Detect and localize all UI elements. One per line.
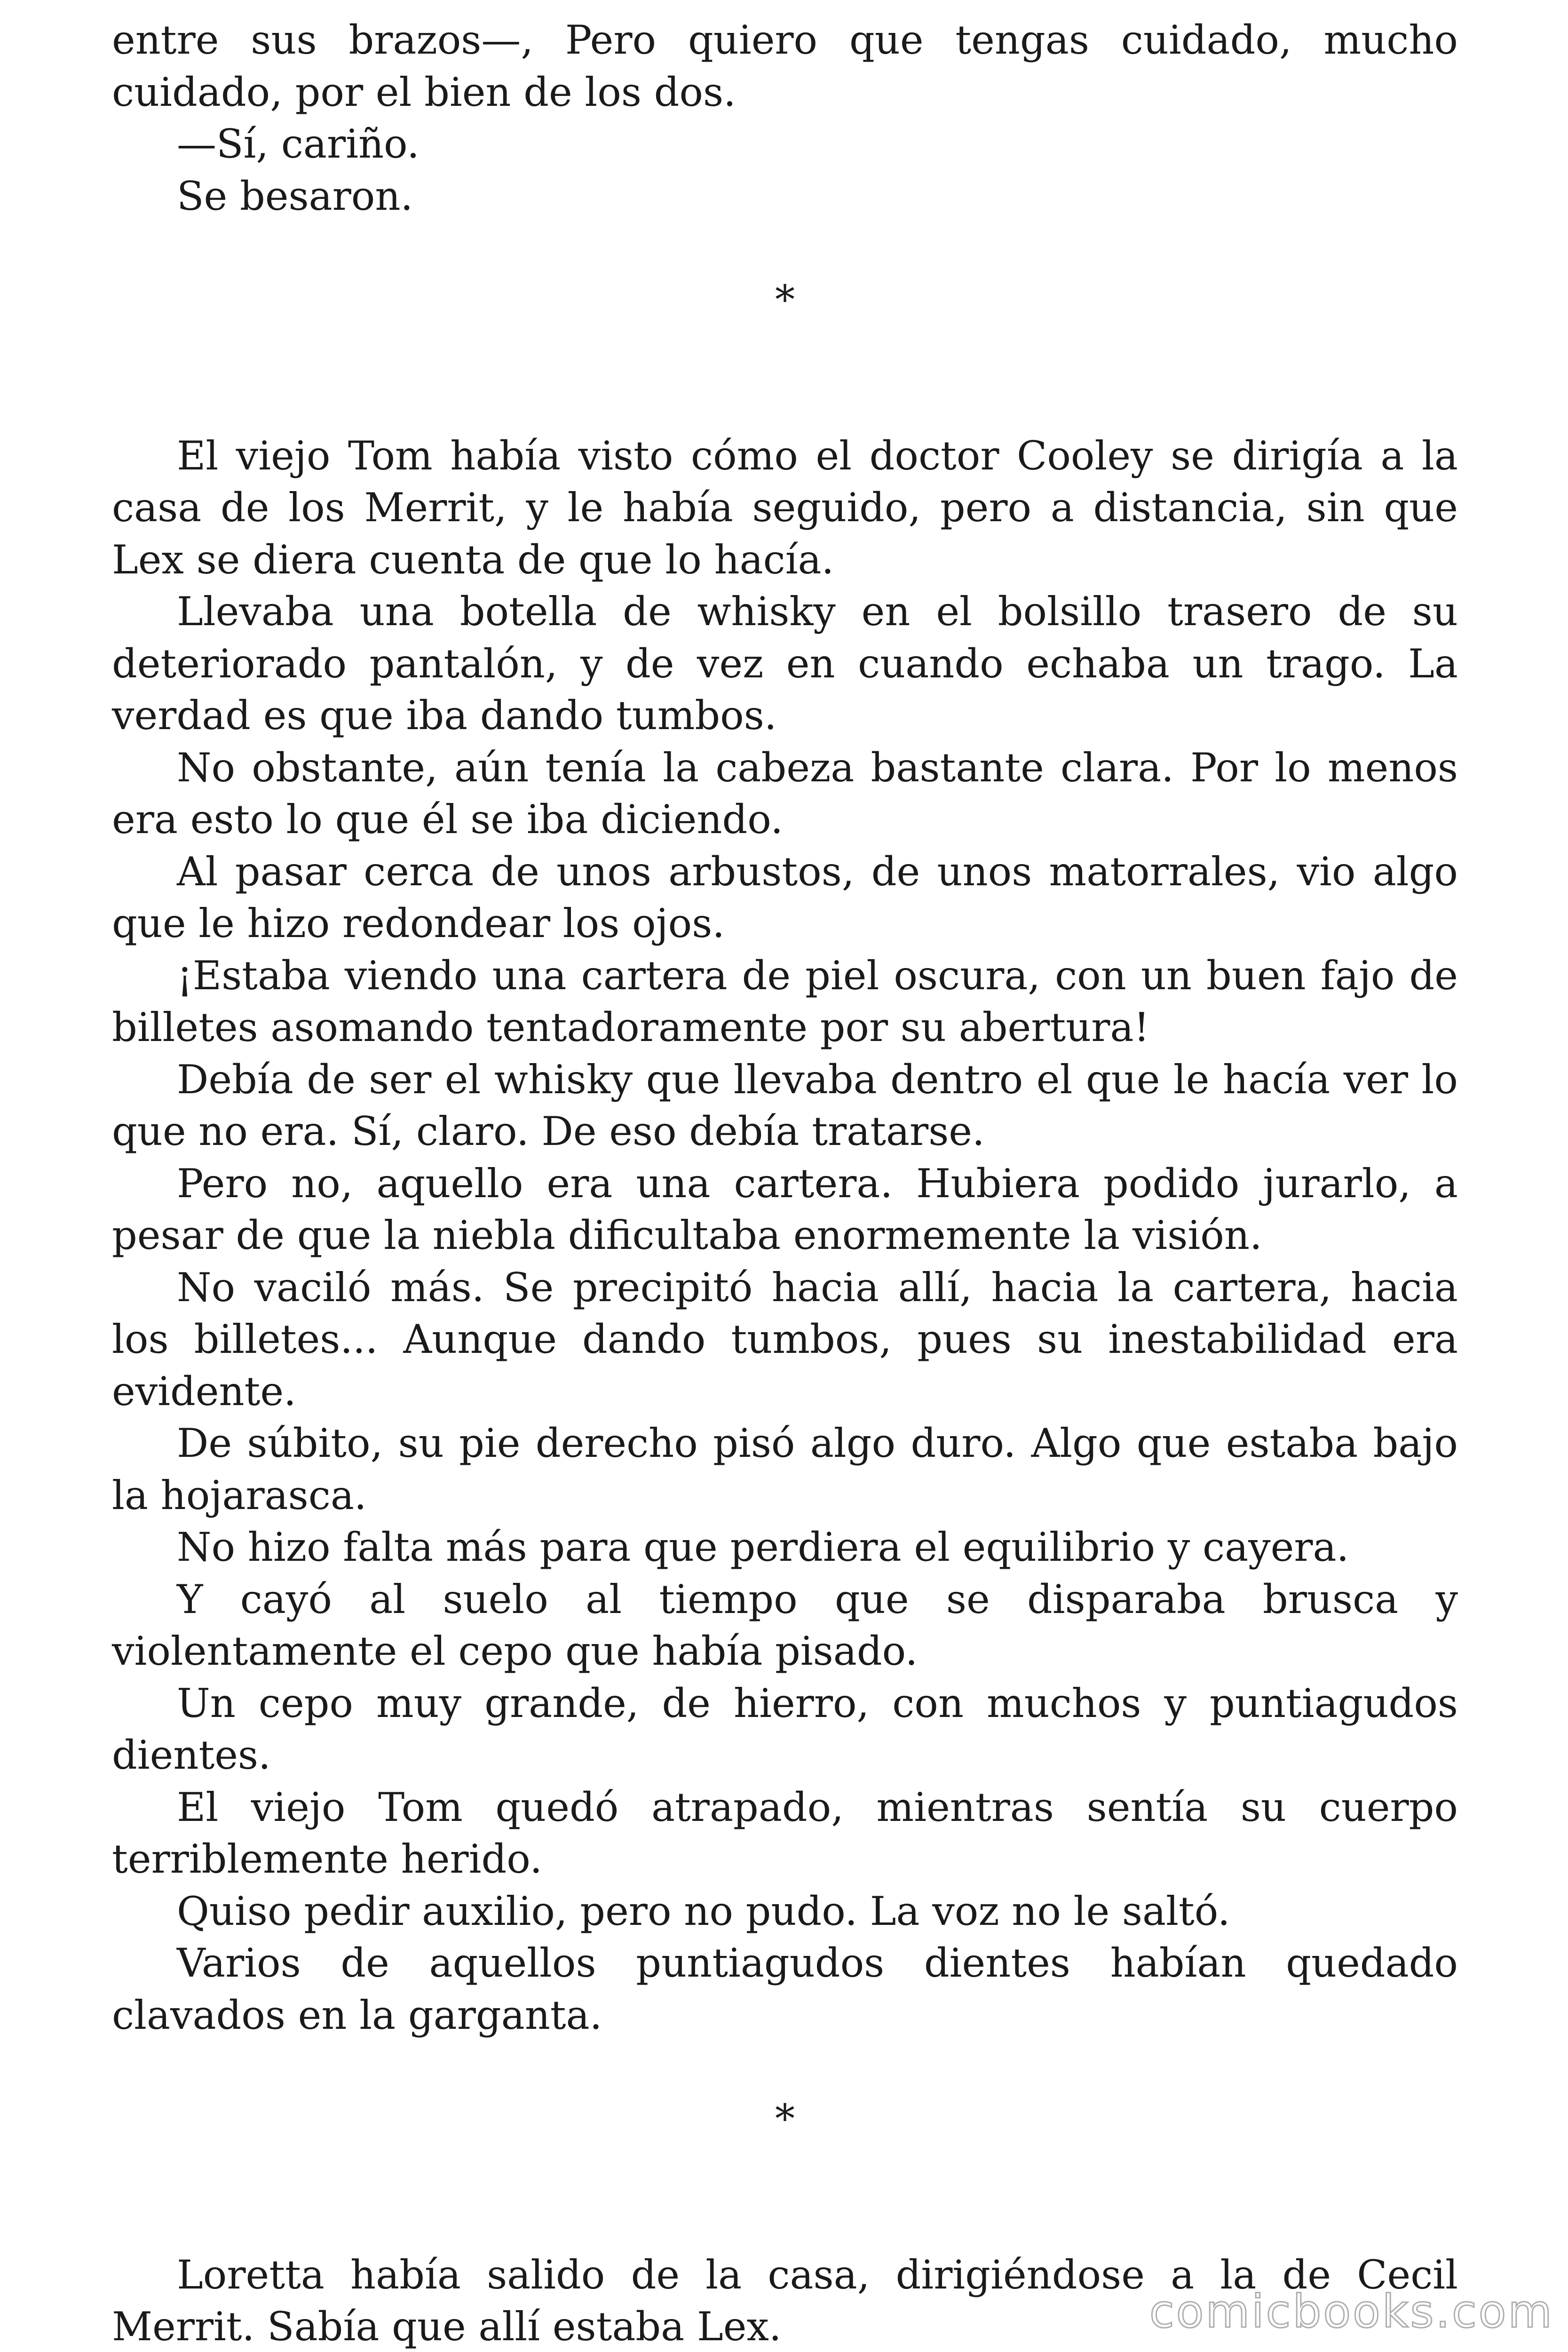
paragraph: Llevaba una botella de whisky en el bolsillo trasero de su deteriorado pantalón, y de vez en cuando echaba un trago. La verdad es que iba dando tumbos.: [112, 588, 1458, 739]
paragraph: No obstante, aún tenía la cabeza bastante clara. Por lo menos era esto lo que él se iba diciendo.: [112, 744, 1458, 842]
paragraph: Loretta había salido de la casa, dirigiéndose a la de Cecil Merrit. Sabía que allí estaba Lex.: [112, 2251, 1458, 2350]
paragraph: Y cayó al suelo al tiempo que se disparaba brusca y violentamente el cepo que había pisado.: [112, 1576, 1458, 1674]
paragraph: —Sí, cariño.: [177, 121, 420, 167]
paragraph: Debía de ser el whisky que llevaba dentro el que le hacía ver lo que no era. Sí, claro. De eso debía tratarse.: [112, 1056, 1458, 1154]
paragraph: No vaciló más. Se precipitó hacia allí, hacia la cartera, hacia los billetes... Aunque dando tumbos, pues su inestabilidad era evidente.: [112, 1264, 1458, 1414]
section-break: *: [775, 2096, 795, 2142]
paragraph: Varios de aquellos puntiagudos dientes habían quedado clavados en la garganta.: [112, 1940, 1458, 2038]
book-page: [112, 14, 1458, 2352]
paragraph: Al pasar cerca de unos arbustos, de unos matorrales, vio algo que le hizo redondear los ojos.: [112, 848, 1458, 946]
paragraph: El viejo Tom quedó atrapado, mientras sentía su cuerpo terriblemente herido.: [112, 1784, 1458, 1882]
paragraph: Pero no, aquello era una cartera. Hubiera podido jurarlo, a pesar de que la niebla dificultaba enormemente la visión.: [112, 1160, 1458, 1258]
section-break: *: [775, 277, 795, 323]
paragraph: Un cepo muy grande, de hierro, con muchos y puntiagudos dientes.: [112, 1680, 1458, 1778]
paragraph: De súbito, su pie derecho pisó algo duro. Algo que estaba bajo la hojarasca.: [112, 1420, 1458, 1518]
paragraph: ¡Estaba viendo una cartera de piel oscura, con un buen fajo de billetes asomando tentadoramente por su abertura!: [112, 952, 1458, 1050]
paragraph: Quiso pedir auxilio, pero no pudo. La voz no le saltó.: [177, 1888, 1230, 1934]
paragraph: No hizo falta más para que perdiera el equilibrio y cayera.: [177, 1524, 1349, 1570]
paragraph: entre sus brazos—, Pero quiero que tengas cuidado, mucho cuidado, por el bien de los dos.: [112, 17, 1458, 115]
watermark-logo: comicbooks.com: [1149, 2285, 1554, 2338]
paragraph: Se besaron.: [177, 173, 413, 219]
paragraph: El viejo Tom había visto cómo el doctor Cooley se dirigía a la casa de los Merrit, y le había seguido, pero a distancia, sin que Lex se diera cuenta de que lo hacía.: [112, 432, 1458, 583]
